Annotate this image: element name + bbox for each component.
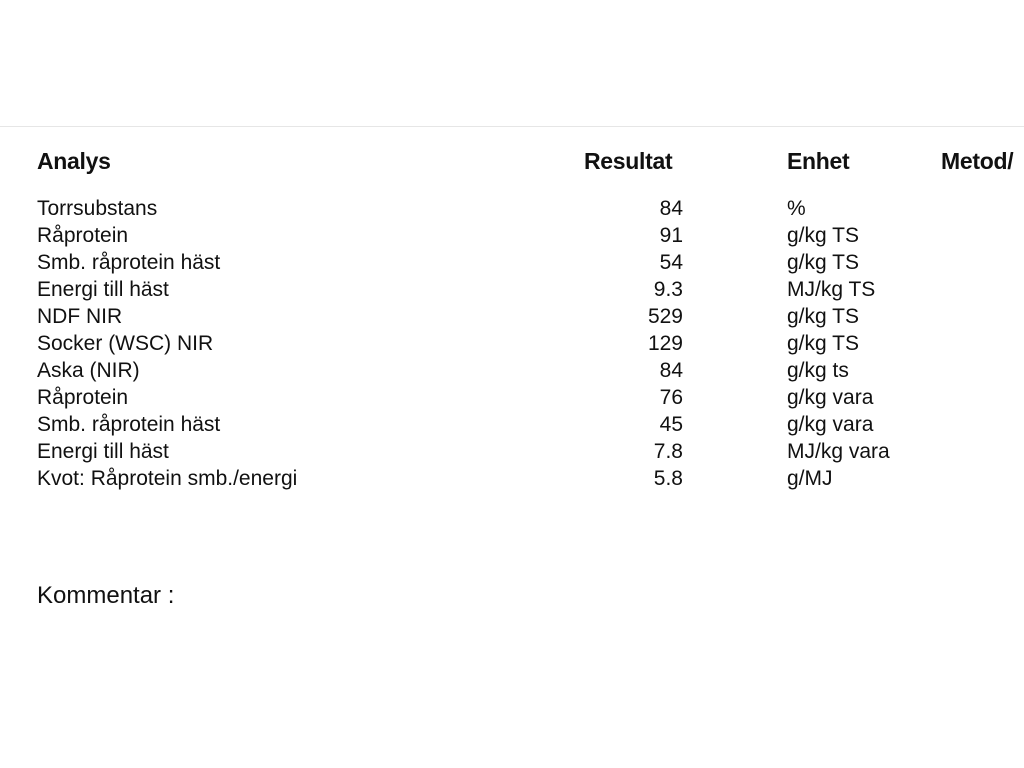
analysis-unit: g/kg vara [787, 386, 874, 409]
analysis-name: Aska (NIR) [37, 359, 140, 382]
analysis-name: Råprotein [37, 386, 129, 409]
analysis-unit: MJ/kg TS [787, 278, 876, 301]
analysis-name: Energi till häst [37, 440, 169, 463]
analysis-result: 9.3 [653, 278, 683, 301]
table-row [0, 411, 1024, 438]
analysis-result: 7.8 [653, 440, 683, 463]
header-analysis: Analys [37, 148, 111, 174]
analysis-name: Kvot: Råprotein smb./energi [37, 467, 298, 490]
analysis-result: 5.8 [653, 467, 683, 490]
analysis-unit: g/kg ts [787, 359, 849, 382]
analysis-result: 76 [659, 386, 683, 409]
analysis-name: NDF NIR [37, 305, 123, 328]
analysis-result: 54 [659, 251, 683, 274]
analysis-unit: g/kg TS [787, 251, 859, 274]
analysis-unit: g/kg vara [787, 413, 874, 436]
analysis-unit: MJ/kg vara [787, 440, 890, 463]
header-result: Resultat [584, 148, 673, 174]
analysis-result: 129 [647, 332, 683, 355]
table-row [0, 438, 1024, 465]
table-row [0, 195, 1024, 222]
analysis-result: 91 [659, 224, 683, 247]
table-row [0, 384, 1024, 411]
analysis-result: 84 [659, 359, 683, 382]
analysis-table-body [0, 195, 1024, 492]
table-row [0, 465, 1024, 492]
comment-label: Kommentar : [37, 582, 175, 609]
analysis-result: 45 [659, 413, 683, 436]
analysis-result: 84 [659, 197, 683, 220]
analysis-unit: % [787, 197, 806, 220]
analysis-name: Smb. råprotein häst [37, 251, 221, 274]
table-row [0, 303, 1024, 330]
header-unit: Enhet [787, 148, 850, 174]
table-row [0, 276, 1024, 303]
table-row [0, 357, 1024, 384]
analysis-unit: g/kg TS [787, 305, 859, 328]
table-row [0, 330, 1024, 357]
header-method: Metod/ [941, 148, 1014, 174]
analysis-name: Råprotein [37, 224, 129, 247]
analysis-name: Torrsubstans [37, 197, 158, 220]
analysis-result: 529 [647, 305, 683, 328]
table-row [0, 222, 1024, 249]
analysis-name: Smb. råprotein häst [37, 413, 221, 436]
analysis-unit: g/MJ [787, 467, 833, 490]
table-row [0, 249, 1024, 276]
analysis-name: Energi till häst [37, 278, 169, 301]
analysis-unit: g/kg TS [787, 332, 859, 355]
analysis-name: Socker (WSC) NIR [37, 332, 214, 355]
analysis-unit: g/kg TS [787, 224, 859, 247]
